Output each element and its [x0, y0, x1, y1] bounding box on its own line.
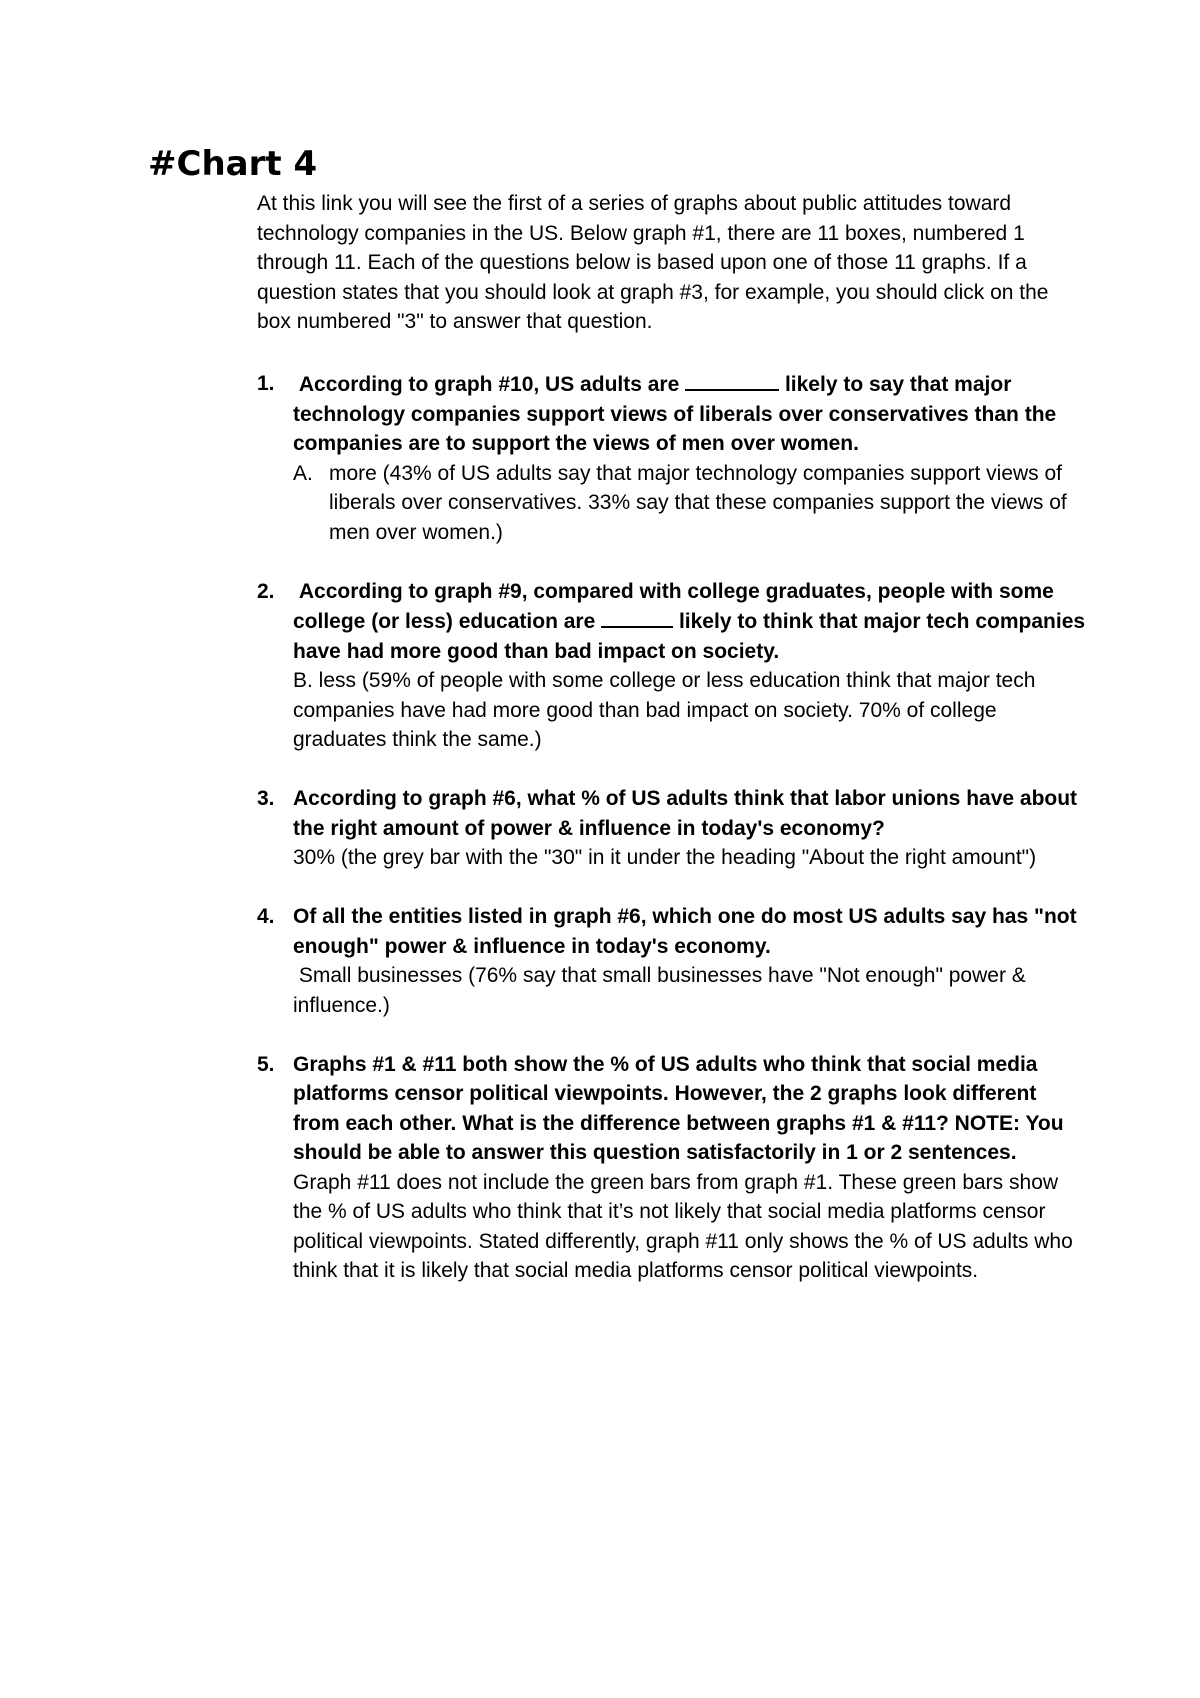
- question-item: [257, 369, 1087, 547]
- question-text-start: According to graph #10, US adults are: [298, 373, 680, 396]
- answer-letter: A.: [293, 461, 313, 485]
- page-title: #Chart 4: [148, 144, 318, 184]
- question-text-end: likely to say that major technology companies support views of liberals over conservatives than the companies are to support the views of men over women.: [293, 373, 1057, 455]
- question-text: [293, 577, 1087, 667]
- question-text-end: likely to think that major tech companies have had more good than bad impact on society.: [293, 610, 1086, 663]
- question-list: [257, 369, 1087, 1315]
- question-number: 2.: [257, 579, 275, 603]
- question-item: [257, 1050, 1087, 1286]
- answer-text: Small businesses (76% say that small businesses have "Not enough" power & influence.): [293, 964, 1026, 1017]
- question-item: [257, 902, 1087, 1020]
- answer-blank: [685, 369, 779, 391]
- question-text: According to graph #6, what % of US adults think that labor unions have about the right amount of power & influence in today's economy?: [293, 787, 1078, 840]
- question-item: [257, 784, 1087, 873]
- question-item: [257, 577, 1087, 755]
- question-number: 1.: [257, 372, 275, 395]
- question-answer: [293, 459, 1087, 548]
- question-answer: Graph #11 does not include the green bars from graph #1. These green bars show the % of US adults who think that it’s not likely that social media platforms censor political viewpoints. Stated differently, graph #11 only shows the % of US adults who think that it is likely that social media platforms censor political viewpoints.: [293, 1170, 1073, 1282]
- question-number: 5.: [257, 1052, 275, 1076]
- question-number: 4.: [257, 905, 275, 928]
- question-text: Graphs #1 & #11 both show the % of US adults who think that social media platforms censor political viewpoints. However, the 2 graphs look different from each other. What is the difference between graphs #1 & #11? NOTE: You should be able to answer this question satisfactorily in 1 or 2 sentences.: [293, 1052, 1064, 1164]
- question-text: [293, 369, 1087, 459]
- question-answer: [293, 961, 1087, 1020]
- intro-paragraph: At this link you will see the first of a series of graphs about public attitudes toward technology companies in the US. Below graph #1, there are 11 boxes, numbered 1 through 11. Each of the questions below is based upon one of those 11 graphs. If a question states that you should look at graph #3, for example, you should click on the box numbered "3" to answer that question.: [257, 192, 1049, 333]
- answer-text: more (43% of US adults say that major technology companies support views of liberals over conservatives. 33% say that these companies support the views of men over women.): [329, 461, 1067, 544]
- question-answer: 30% (the grey bar with the "30" in it under the heading "About the right amount"): [293, 846, 1037, 869]
- question-text-start: According to graph #9, compared with college graduates, people with some college (or less) education are: [293, 579, 1054, 633]
- question-answer: B. less (59% of people with some college or less education think that major tech companies have had more good than bad impact on society. 70% of college graduates think the same.): [293, 669, 1036, 751]
- question-number: 3.: [257, 787, 275, 810]
- answer-blank: [601, 606, 673, 628]
- question-text: Of all the entities listed in graph #6, which one do most US adults say has "not enough" power & influence in today's economy.: [293, 905, 1077, 958]
